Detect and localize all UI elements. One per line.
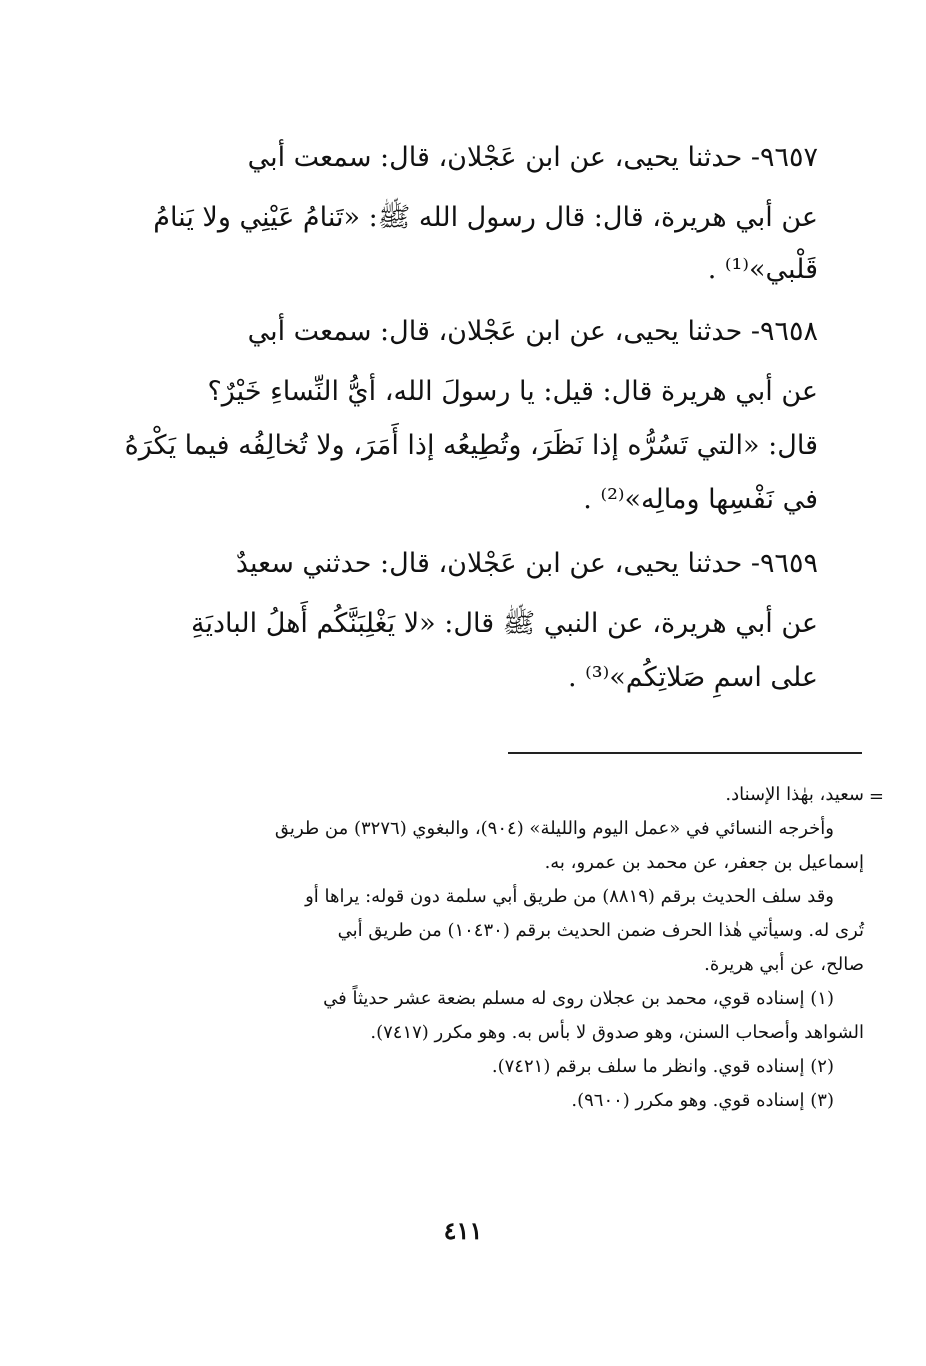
hadith-line: قال: «التي تَسُرُّه إذا نَظَرَ، وتُطِيعُه إذا أَمَرَ، ولا تُخالِفُه فيما يَكْرَهُ xyxy=(124,430,818,461)
hadith-line: عن أبي هريرة، قال: قال رسول الله ﷺ: «تَنامُ عَيْنِي ولا يَنامُ xyxy=(153,202,818,233)
page-number: ٤١١ xyxy=(443,1216,483,1245)
hadith-line: ٩٦٥٨- حدثنا يحيى، عن ابن عَجْلان، قال: سمعت أبي xyxy=(247,316,818,347)
hadith-9658 xyxy=(118,302,818,530)
footnote-3: (٣) إسناده قوي. وهو مكرر (٩٦٠٠). xyxy=(571,1090,834,1111)
continuation-mark: = xyxy=(868,786,884,807)
footnote-line: الشواهد وأصحاب السنن، وهو صدوق لا بأس به. وهو مكرر (٧٤١٧). xyxy=(370,1022,864,1043)
hadith-line: على اسمِ صَلاتِكُم»⁽³⁾ . xyxy=(567,662,818,693)
hadith-9657 xyxy=(118,128,818,300)
hadith-line: قَلْبي»⁽¹⁾ . xyxy=(707,254,818,285)
hadith-line: عن أبي هريرة قال: قيل: يا رسولَ الله، أيُّ النِّساءِ خَيْرٌ؟ xyxy=(207,376,818,407)
footnote-2: (٢) إسناده قوي. وانظر ما سلف برقم (٧٤٢١). xyxy=(491,1056,834,1077)
footnote-line: إسماعيل بن جعفر، عن محمد بن عمرو، به. xyxy=(544,852,864,873)
footnote-line: سعيد، بهٰذا الإسناد. xyxy=(725,784,864,805)
footnote-line: تُرى له. وسيأتي هٰذا الحرف ضمن الحديث برقم (١٠٤٣٠) من طريق أبي xyxy=(337,920,864,941)
hadith-9659 xyxy=(118,534,818,708)
footnote-1: (١) إسناده قوي، محمد بن عجلان روى له مسلم بضعة عشر حديثاً في xyxy=(323,988,834,1009)
footnote-line: وأخرجه النسائي في «عمل اليوم والليلة» (٩٠٤)، والبغوي (٣٢٧٦) من طريق xyxy=(274,818,834,839)
footnote-line: صالح، عن أبي هريرة. xyxy=(704,954,864,975)
hadith-line: ٩٦٥٩- حدثنا يحيى، عن ابن عَجْلان، قال: حدثني سعيدٌ xyxy=(235,548,818,579)
hadith-line: ٩٦٥٧- حدثنا يحيى، عن ابن عَجْلان، قال: سمعت أبي xyxy=(247,142,818,173)
footnote-line: وقد سلف الحديث برقم (٨٨١٩) من طريق أبي سلمة دون قوله: يراها أو xyxy=(305,886,834,907)
footnotes xyxy=(164,778,864,1118)
footnote-divider xyxy=(508,752,862,754)
hadith-line: عن أبي هريرة، عن النبي ﷺ قال: «لا يَغْلِبَنَّكُم أَهلُ الباديَةِ xyxy=(191,608,818,639)
hadith-line: في نَفْسِها ومالِه»⁽²⁾ . xyxy=(583,484,818,515)
